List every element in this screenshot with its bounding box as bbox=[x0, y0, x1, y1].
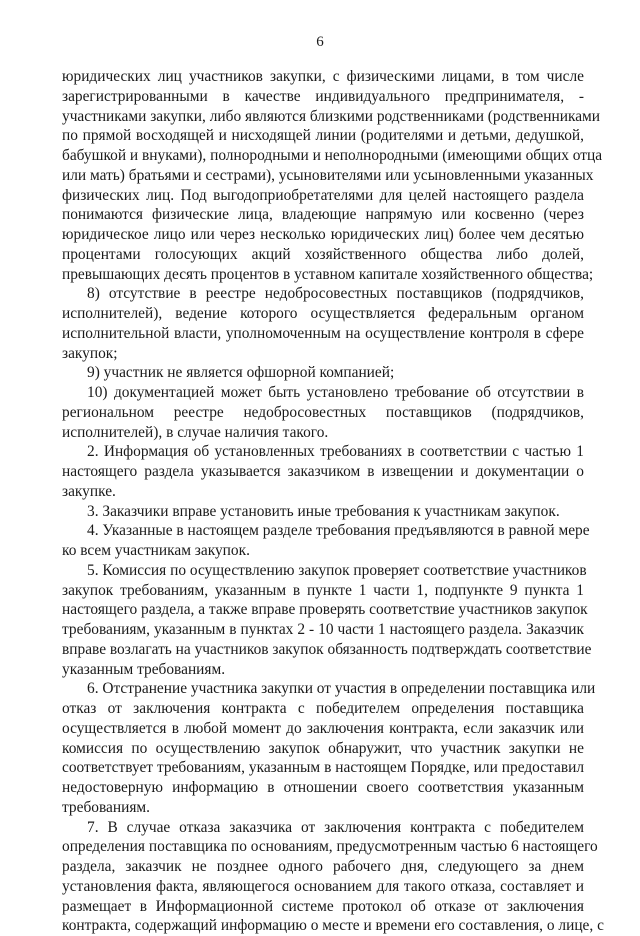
text-line: размещает в Информационной системе протокол об отказе от заключения bbox=[62, 897, 584, 915]
text-line: ко всем участникам закупок. bbox=[62, 542, 250, 559]
text-line: указанным требованиям. bbox=[62, 660, 226, 678]
text-line: 2. Информация об установленных требованиях в соответствии с частью 1 bbox=[87, 443, 584, 461]
text-line: 5. Комиссия по осуществлению закупок проверяет соответствие участников bbox=[87, 561, 587, 579]
text-line: 9) участник не является офшорной компанией; bbox=[87, 364, 395, 382]
text-line: требованиям. bbox=[62, 798, 151, 816]
text-line: исполнителей), в случае наличия такого. bbox=[62, 423, 329, 441]
text-line: региональном реестре недобросовестных поставщиков (подрядчиков, bbox=[62, 403, 584, 421]
text-line: 3. Заказчики вправе установить иные требования к участникам закупок. bbox=[87, 502, 560, 520]
text-line: 8) отсутствие в реестре недобросовестных поставщиков (подрядчиков, bbox=[87, 285, 584, 303]
text-line: раздела, заказчик не позднее одного рабочего дня, следующего за днем bbox=[62, 858, 584, 875]
text-line: физических лиц. Под выгодоприобретателями для целей настоящего раздела bbox=[62, 186, 584, 204]
text-line: 10) документацией может быть установлено требование об отсутствии в bbox=[87, 384, 584, 401]
text-line: закупок требованиям, указанным в пункте 1 части 1, подпункте 9 пункта 1 bbox=[62, 581, 584, 599]
text-line: зарегистрированными в качестве индивидуального предпринимателя, - bbox=[62, 87, 584, 105]
text-line: закупке. bbox=[62, 482, 116, 500]
document-body bbox=[62, 67, 604, 936]
text-line: юридическое лицо или через несколько юридических лиц) более чем десятью bbox=[62, 226, 584, 243]
text-line: настоящего раздела, а также вправе проверять соответствие участников закупок bbox=[62, 601, 588, 619]
text-line: установления факта, являющегося основанием для такого отказа, составляет и bbox=[62, 877, 584, 895]
text-line: закупок; bbox=[62, 344, 118, 362]
text-line: определения поставщика по основаниям, предусмотренным частью 6 настоящего bbox=[62, 838, 598, 856]
text-line: 4. Указанные в настоящем разделе требования предъявляются в равной мере bbox=[87, 522, 590, 540]
text-line: вправе возлагать на участников закупок обязанность подтверждать соответствие bbox=[62, 640, 592, 658]
text-line: недостоверную информацию в отношении своего соответствия указанным bbox=[62, 779, 584, 796]
text-line: юридических лиц участников закупки, с физическими лицами, в том числе bbox=[62, 68, 584, 85]
text-line: исполнителей), ведение которого осуществляется федеральным органом bbox=[62, 305, 584, 322]
text-line: соответствует требованиям, указанным в настоящем Порядке, или предоставил bbox=[62, 759, 584, 777]
text-line: по прямой восходящей и нисходящей линии (родителями и детьми, дедушкой, bbox=[62, 127, 584, 145]
text-line: исполнительной власти, уполномоченным на осуществление контроля в сфере bbox=[62, 324, 584, 342]
text-line: или мать) братьями и сестрами), усыновителями или усыновленными указанных bbox=[62, 166, 594, 184]
page-number: 6 bbox=[316, 34, 324, 50]
text-line: контракта, содержащий информацию о месте и времени его составления, о лице, с bbox=[62, 917, 604, 935]
text-line: участниками закупки, либо являются близкими родственниками (родственниками bbox=[62, 107, 601, 125]
text-line: процентами голосующих акций хозяйственного общества либо долей, bbox=[62, 245, 584, 263]
text-line: осуществляется в любой момент до заключения контракта, если заказчик или bbox=[62, 719, 584, 737]
text-line: настоящего раздела указывается заказчиком в извещении и документации о bbox=[62, 463, 584, 480]
text-line: 7. В случае отказа заказчика от заключения контракта с победителем bbox=[87, 818, 584, 836]
text-line: понимаются физические лица, владеющие напрямую или косвенно (через bbox=[62, 206, 584, 224]
text-line: 6. Отстранение участника закупки от участия в определении поставщика или bbox=[87, 680, 596, 698]
text-line: бабушкой и внуками), полнородными и неполнородными (имеющими общих отца bbox=[62, 147, 603, 164]
text-line: отказ от заключения контракта с победителем определения поставщика bbox=[62, 700, 584, 717]
text-line: комиссия по осуществлению закупок обнаружит, что участник закупки не bbox=[62, 739, 584, 757]
text-line: требованиям, указанным в пунктах 2 - 10 части 1 настоящего раздела. Заказчик bbox=[62, 621, 584, 638]
text-line: превышающих десять процентов в уставном капитале хозяйственного общества; bbox=[62, 265, 594, 283]
